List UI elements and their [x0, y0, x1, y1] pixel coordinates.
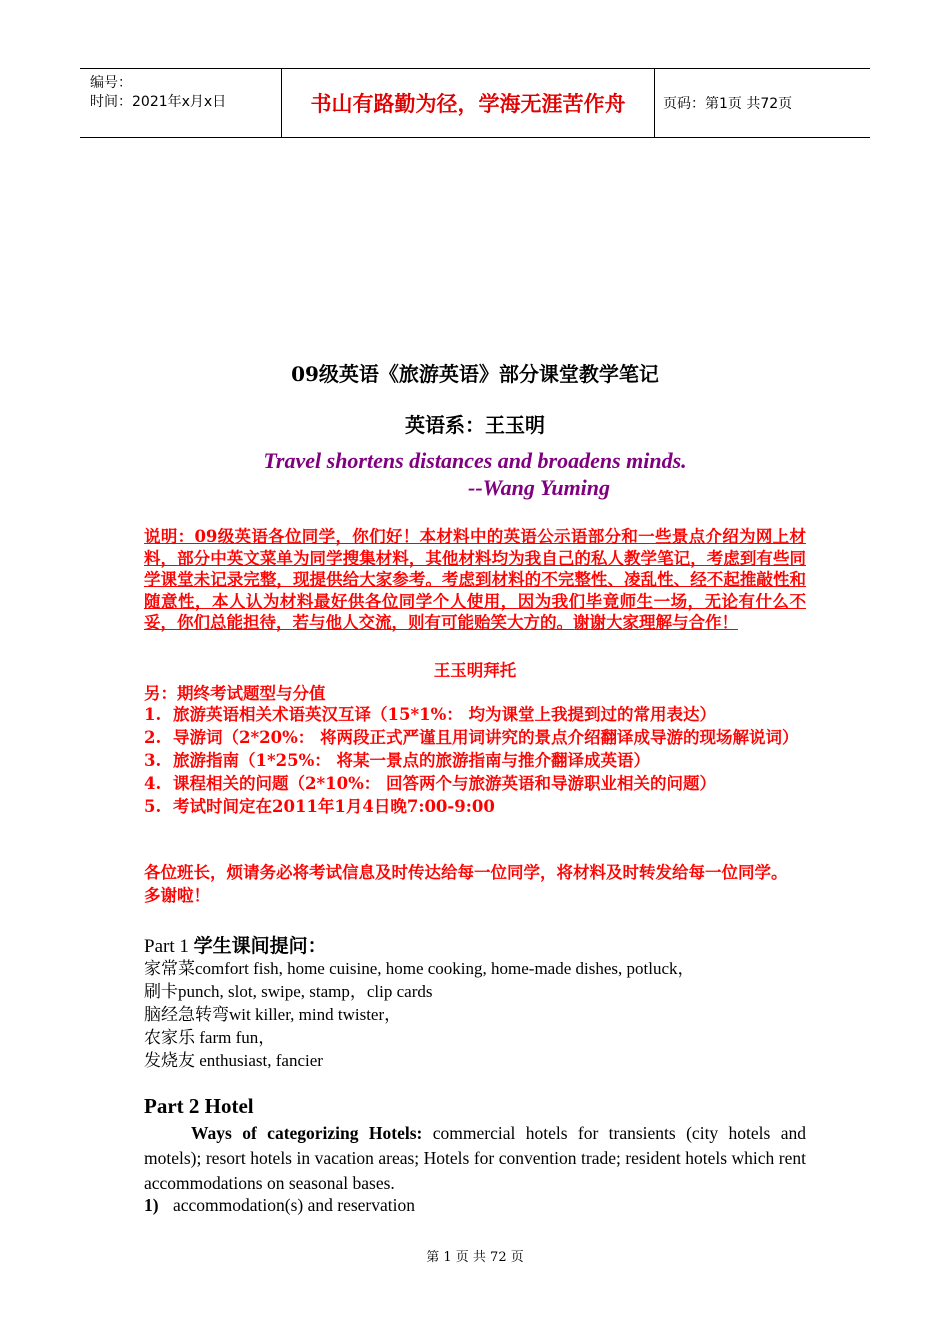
header-page-label: 页码：第1页 共72页 — [663, 96, 793, 112]
header-info-cell — [80, 69, 282, 137]
number-label: 编号： — [90, 75, 132, 91]
exam-item: 1. 旅游英语相关术语英汉互译（15*1%： 均为课堂上我提到过的常用表达） — [144, 705, 716, 724]
vocab-line: 发烧友 enthusiast, fancier — [144, 1051, 323, 1070]
monitor-note: 各位班长，烦请务必将考试信息及时传达给每一位同学，将材料及时转发给每一位同学。 多谢啦！ — [144, 863, 788, 905]
date-label: 时间：2021年x月x日 — [90, 94, 227, 110]
vocab-line: 刷卡punch, slot, swipe, stamp，clip cards — [144, 982, 433, 1001]
exam-item: 3. 旅游指南（1*25%： 将某一景点的旅游指南与推介翻译成英语） — [144, 751, 650, 770]
exam-item: 4. 课程相关的问题（2*10%： 回答两个与旅游英语和导游职业相关的问题） — [144, 774, 716, 793]
part2-heading: Part 2 Hotel — [144, 1094, 254, 1118]
vocab-line: 农家乐 farm fun， — [144, 1028, 276, 1047]
hotel-paragraph: Ways of categorizing Hotels: commercial hotels for transients (city hotels and motels); resort hotels in vacation areas; Hotels for convention trade; resident hotels which rent accommodations on seasonal bases. — [144, 1123, 806, 1193]
part1-vocab-list — [144, 957, 695, 1072]
page-header — [80, 68, 870, 138]
document-title: 09级英语《旅游英语》部分课堂教学笔记 — [291, 362, 659, 386]
exam-item: 2. 导游词（2*20%： 将两段正式严谨且用词讲究的景点介绍翻译成导游的现场解说词） — [144, 728, 799, 747]
exam-item: 5. 考试时间定在2011年1月4日晚7:00-9:00 — [144, 797, 495, 816]
page-footer: 第 1 页 共 72 页 — [426, 1250, 524, 1265]
header-motto: 书山有路勤为径，学海无涯苦作舟 — [282, 69, 655, 137]
exam-list — [144, 703, 806, 818]
exam-intro: 另：期终考试题型与分值 — [144, 684, 326, 703]
part1-heading: Part 1 学生课间提问： — [144, 935, 327, 957]
subsection-item: 1) accommodation(s) and reservation — [144, 1195, 415, 1215]
vocab-line: 家常菜comfort fish, home cuisine, home cooking, home-made dishes, potluck， — [144, 959, 695, 978]
quote-text: Travel shortens distances and broadens minds. — [263, 448, 687, 473]
quote-attribution: --Wang Yuming — [468, 475, 611, 500]
author-line: 英语系：王玉明 — [405, 413, 545, 437]
signature: 王玉明拜托 — [433, 661, 517, 680]
vocab-line: 脑经急转弯wit killer, mind twister， — [144, 1005, 402, 1024]
instructions-note: 说明：09级英语各位同学，你们好！本材料中的英语公示语部分和一些景点介绍为网上材料，部分中英文菜单为同学搜集材料，其他材料均为我自己的私人教学笔记，考虑到有些同学课堂未记录完整，现提供给大家参考。考虑到材料的不完整性、凌乱性、经不起推敲性和随意性，本人认为材料最好供各位同学个人使用，因为我们毕竟师生一场，无论有什么不妥，你们总能担待，若与他人交流，则有可能贻笑大方的。谢谢大家理解与合作！ — [144, 527, 806, 632]
